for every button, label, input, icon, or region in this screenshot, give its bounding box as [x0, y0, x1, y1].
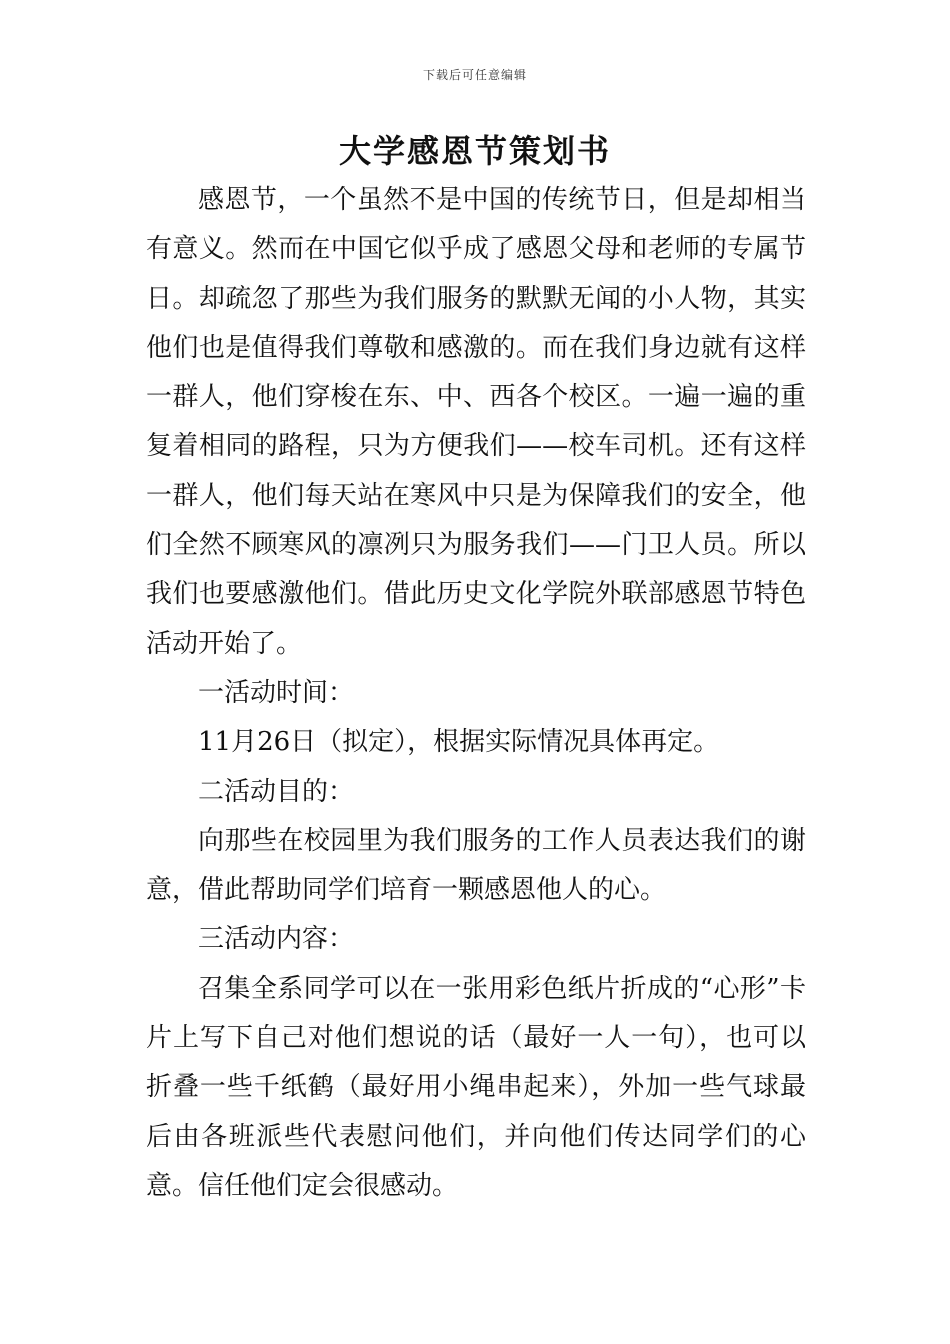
section-body-time: 11月26日（拟定），根据实际情况具体再定。 [198, 727, 720, 758]
section-heading-time: 一活动时间： [198, 677, 355, 708]
section-body-content: 召集全系同学可以在一张用彩色纸片折成的“心形”卡片上写下自己对他们想说的话（最好一人一句），也可以折叠一些千纸鹤（最好用小绳串起来），外加一些气球最后由各班派些代表慰问他们，并向他们传达同学们的心意。信任他们定会很感动。 [146, 973, 806, 1201]
section-body-purpose: 向那些在校园里为我们服务的工作人员表达我们的谢意，借此帮助同学们培育一颗感恩他人的心。 [146, 825, 806, 906]
section-heading-purpose: 二活动目的： [198, 776, 355, 807]
header-note: 下载后可任意编辑 [422, 68, 527, 82]
document-body [146, 176, 806, 1211]
section-heading-content: 三活动内容： [198, 924, 355, 955]
page-title: 大学感恩节策划书 [338, 132, 611, 170]
intro-paragraph: 感恩节，一个虽然不是中国的传统节日，但是却相当有意义。然而在中国它似乎成了感恩父母和老师的专属节日。却疏忽了那些为我们服务的默默无闻的小人物，其实他们也是值得我们尊敬和感激的。而在我们身边就有这样一群人，他们穿梭在东、中、西各个校区。一遍一遍的重复着相同的路程，只为方便我们——校车司机。还有这样一群人，他们每天站在寒风中只是为保障我们的安全，他们全然不顾寒风的凛冽只为服务我们——门卫人员。所以我们也要感激他们。借此历史文化学院外联部感恩节特色活动开始了。 [146, 185, 806, 659]
